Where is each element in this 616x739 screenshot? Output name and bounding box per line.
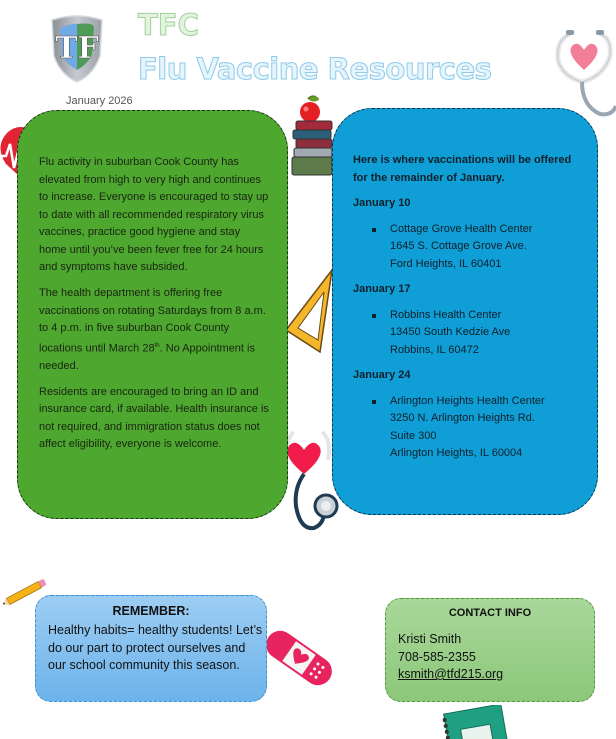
location-name: Robbins Health Center [390,308,502,321]
ordinal-suffix: th [154,342,160,349]
location-item [353,393,585,463]
vaccination-schedule [353,152,585,471]
contact-name: Kristi Smith [398,632,462,646]
remember-heading: REMEMBER: [112,604,190,618]
location-address: 3250 N. Arlington Heights Rd. [390,412,535,424]
page-title: Flu Vaccine Resources [138,52,492,86]
schedule-date: January 24 [353,369,411,381]
location-city: Arlington Heights, IL 60004 [390,447,523,459]
residents-paragraph: Residents are encouraged to bring an ID and insurance card, if available. Health insurance is not required, and immigration status does not affect eligibility, everyone is welcome. [39,385,269,451]
svg-text:TF: TF [55,31,99,66]
free-vaccination-text: The health department is offering free vaccinations on rotating Saturdays from 8 a.m. to 4 p.m. in five suburban Cook County locations until March 28 [39,287,266,355]
location-address: 13450 South Kedzie Ave [390,326,511,338]
free-vaccination-paragraph [39,285,269,375]
books-with-apple-icon [290,95,336,180]
location-name: Arlington Heights Health Center [390,394,545,407]
flu-activity-text [39,154,269,462]
schedule-date: January 17 [353,283,411,295]
location-address: 1645 S. Cottage Grove Ave. [390,240,527,252]
bandage-icon [262,620,336,696]
stethoscope-pink-heart-icon [552,26,616,118]
bullet-icon [372,228,376,232]
no-appointment-text: . No Appointment is needed. [39,342,255,372]
school-logo-shield-icon [48,14,106,84]
bullet-icon [372,400,376,404]
contact-heading: CONTACT INFO [448,607,532,619]
contact-details [398,631,588,684]
org-title: TFC [138,8,199,42]
schedule-date: January 10 [353,197,411,209]
location-city: Robbins, IL 60472 [390,343,479,356]
location-item [353,221,585,274]
location-city: Ford Heights, IL 60401 [390,257,502,270]
set-square-ruler-icon [284,268,334,354]
remember-text: Healthy habits= healthy students! Let’s do our part to protect ourselves and our school community this season. [48,623,263,672]
schedule-intro: Here is where vaccinations will be offered for the remainder of January. [353,154,572,184]
notebook-icon [440,705,508,739]
location-name: Cottage Grove Health Center [390,222,533,235]
location-item [353,307,585,360]
contact-email-link[interactable]: ksmith@tfd215.org [398,667,504,681]
location-suite: Suite 300 [390,429,437,442]
issue-date: January 2026 [66,95,133,107]
flu-activity-paragraph: Flu activity in suburban Cook County has elevated from high to very high and continues to increase. Everyone is encouraged to stay up to date with all recommended respiratory virus vaccines, practice good hygiene and stay home until you’ve been fever free for 24 hours and symptoms have subsided. [39,156,269,273]
contact-phone: 708-585-2355 [398,649,476,664]
bullet-icon [372,314,376,318]
